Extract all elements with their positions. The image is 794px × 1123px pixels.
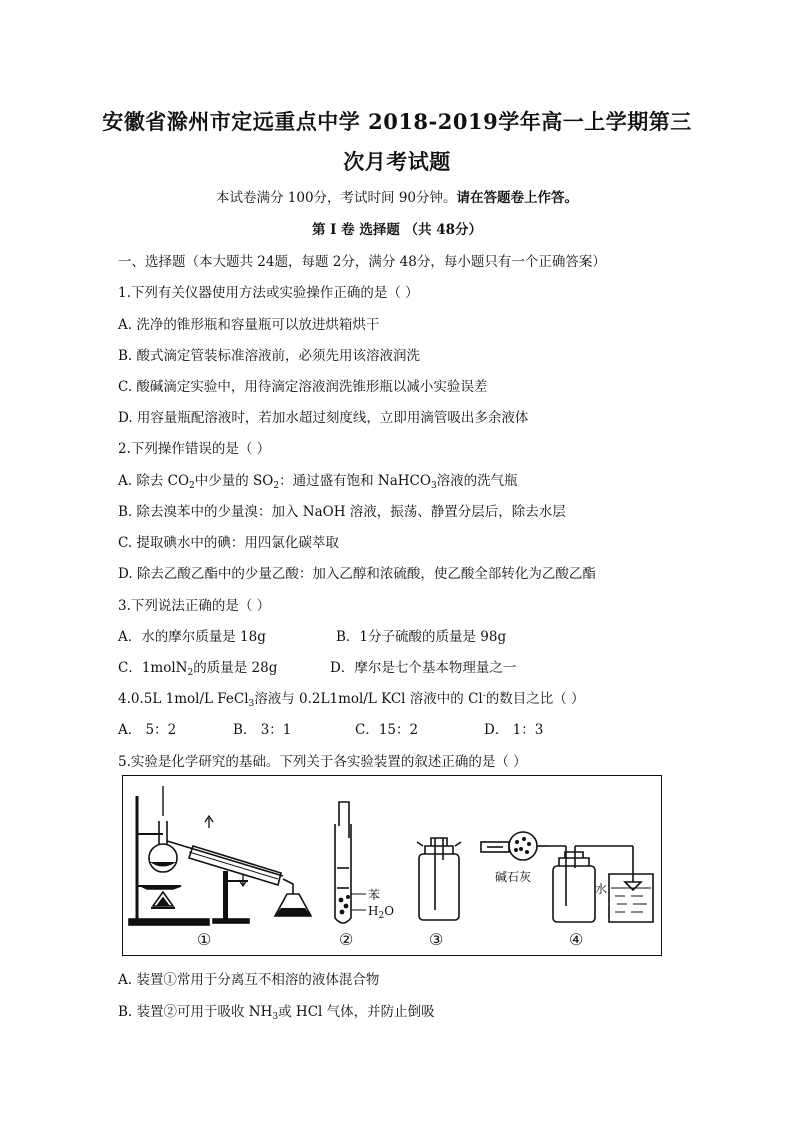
fig-label-water: 水 bbox=[595, 882, 608, 896]
q4-option-a: A． 5：2 bbox=[118, 722, 177, 738]
q2-a-sub1: 2 bbox=[189, 481, 195, 491]
q3-c-text2: 的质量是 28g bbox=[193, 660, 278, 676]
q2-option-b: B. 除去溴苯中的少量溴：加入 NaOH 溶液，振荡、静置分层后，除去水层 bbox=[118, 504, 566, 520]
q5-b-text2: 或 HCl 气体，并防止倒吸 bbox=[278, 1004, 435, 1020]
exam-note-bold: 请在答题卷上作答。 bbox=[456, 190, 579, 206]
fig-label-soda-lime: 碱石灰 bbox=[495, 870, 532, 884]
fig-number-2: ② bbox=[339, 930, 354, 949]
section-heading: 第 I 卷 选择题 （共 48分） bbox=[311, 222, 483, 238]
fig-number-1: ① bbox=[197, 930, 212, 949]
washing-bottle-apparatus bbox=[417, 838, 461, 920]
q1-option-c: C. 酸碱滴定实验中，用待滴定溶液润洗锥形瓶以减小实验误差 bbox=[118, 379, 488, 395]
q2-a-text1: A. 除去 CO bbox=[118, 473, 190, 489]
q5-b-sub: 3 bbox=[272, 1012, 279, 1022]
q1-option-b: B. 酸式滴定管装标准溶液前，必须先用该溶液润洗 bbox=[118, 348, 421, 364]
q4-text2: 溶液与 0.2L1mol/L KCl 溶液中的 Cl bbox=[254, 691, 483, 707]
q4-option-d: D． 1：3 bbox=[484, 722, 544, 738]
q3-option-c bbox=[118, 656, 277, 676]
q1-option-a: A. 洗净的锥形瓶和容量瓶可以放进烘箱烘干 bbox=[118, 317, 380, 333]
q4-stem bbox=[118, 687, 585, 707]
q2-option-c: C. 提取碘水中的碘：用四氯化碳萃取 bbox=[118, 535, 339, 551]
q4-text3: 的数目之比（ ） bbox=[485, 691, 585, 707]
q5-option-b bbox=[118, 1000, 435, 1020]
q2-stem: 2.下列操作错误的是（ ） bbox=[118, 441, 271, 457]
q3-option-a: A．水的摩尔质量是 18g bbox=[118, 629, 266, 645]
q4-sup: - bbox=[482, 691, 486, 701]
exam-title-line2: 次月考试题 bbox=[343, 149, 451, 174]
fig-label-water-formula bbox=[368, 904, 395, 921]
distillation-apparatus bbox=[129, 786, 311, 925]
q4-sub: 3 bbox=[248, 699, 255, 709]
fig-label-benzene: 苯 bbox=[368, 888, 381, 902]
fig-o: O bbox=[384, 904, 395, 918]
q2-option-a bbox=[118, 469, 518, 489]
q1-option-d: D. 用容量瓶配溶液时，若加水超过刻度线，立即用滴管吸出多余液体 bbox=[118, 410, 529, 426]
exam-title-line1: 安徽省滁州市定远重点中学 2018-2019学年高一上学期第三 bbox=[102, 109, 692, 134]
q2-a-text2: 中少量的 SO bbox=[194, 473, 274, 489]
fig-h-sub: 2 bbox=[378, 911, 385, 921]
q4-option-c: C．15：2 bbox=[355, 722, 419, 738]
apparatus-figure bbox=[122, 775, 662, 956]
q2-a-sub2: 2 bbox=[273, 481, 280, 491]
q3-c-text1: C．1molN bbox=[118, 660, 188, 676]
fig-h: H bbox=[368, 904, 379, 918]
q3-option-d: D．摩尔是七个基本物理量之一 bbox=[330, 660, 517, 676]
q2-a-sub3: 3 bbox=[430, 481, 437, 491]
q2-a-text3: ：通过盛有饱和 NaHCO bbox=[279, 473, 431, 489]
apparatus-drawing bbox=[123, 776, 661, 955]
q3-stem: 3.下列说法正确的是（ ） bbox=[118, 598, 271, 614]
q3-option-b: B．1分子硫酸的质量是 98g bbox=[336, 629, 507, 645]
exam-note-text: 本试卷满分 100分，考试时间 90分钟。 bbox=[215, 190, 457, 206]
q5-option-a: A. 装置①常用于分离互不相溶的液体混合物 bbox=[118, 972, 380, 988]
q3-c-sub: 2 bbox=[187, 668, 194, 678]
instructions: 一、选择题（本大题共 24题，每题 2分，满分 48分，每小题只有一个正确答案） bbox=[118, 254, 606, 270]
q5-stem: 5.实验是化学研究的基础。下列关于各实验装置的叙述正确的是（ ） bbox=[118, 754, 527, 770]
q4-text1: 4.0.5L 1mol/L FeCl bbox=[118, 691, 249, 707]
fig-number-4: ④ bbox=[569, 930, 584, 949]
exam-note bbox=[0, 186, 794, 206]
q1-stem: 1.下列有关仪器使用方法或实验操作正确的是（ ） bbox=[118, 285, 419, 301]
q5-b-text1: B. 装置②可用于吸收 NH bbox=[118, 1004, 273, 1020]
q2-a-text4: 溶液的洗气瓶 bbox=[436, 473, 518, 489]
q2-option-d: D. 除去乙酸乙酯中的少量乙酸：加入乙醇和浓硫酸，使乙酸全部转化为乙酸乙酯 bbox=[118, 566, 596, 582]
q4-option-b: B． 3：1 bbox=[233, 722, 292, 738]
fig-number-3: ③ bbox=[429, 930, 444, 949]
test-tube-apparatus bbox=[335, 802, 366, 923]
